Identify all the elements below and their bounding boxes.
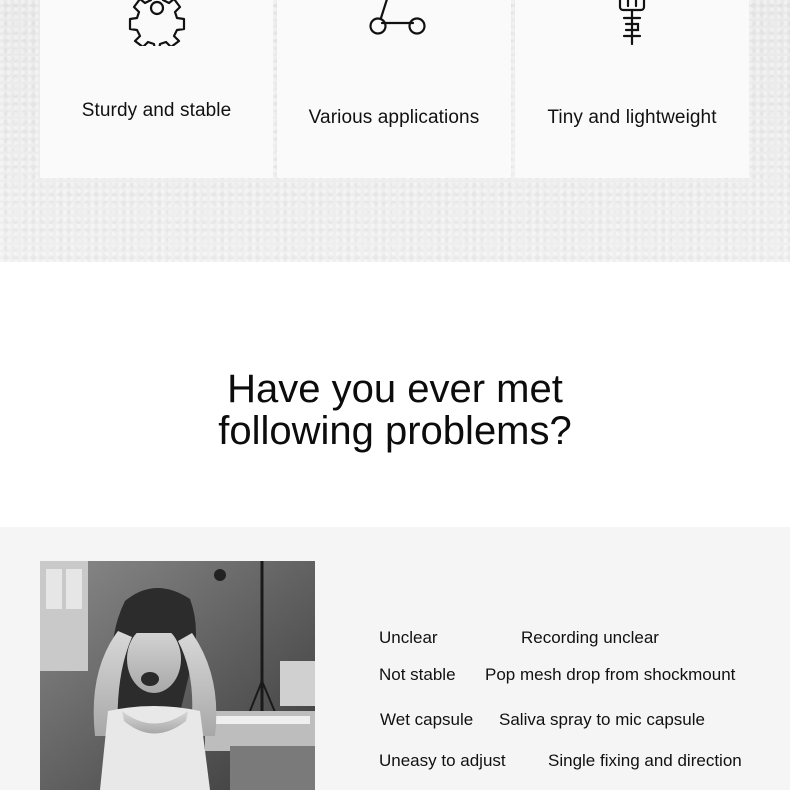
feature-label: Various applications [308, 107, 480, 128]
heading-line-1: Have you ever met [227, 367, 563, 411]
frustrated-woman-photo [40, 561, 315, 790]
problem-name: Wet capsule [380, 710, 474, 729]
heading-section [0, 262, 790, 527]
problem-name: Unclear [379, 628, 438, 647]
section-heading [0, 368, 790, 452]
problem-name: Not stable [379, 665, 456, 684]
feature-card-lightweight [515, 0, 749, 178]
problem-description: Pop mesh drop from shockmount [485, 665, 736, 684]
feature-label: Tiny and lightweight [547, 107, 717, 128]
problem-description: Saliva spray to mic capsule [499, 710, 705, 729]
gear-icon [121, 0, 193, 51]
feature-card-sturdy [40, 0, 273, 178]
heading-line-2: following problems? [218, 409, 572, 453]
feature-card-applications [277, 0, 511, 178]
problem-description: Single fixing and direction [548, 751, 742, 770]
problem-name: Uneasy to adjust [379, 751, 506, 770]
problem-description: Recording unclear [521, 628, 659, 647]
scooter-icon [358, 0, 430, 45]
problems-section [0, 527, 790, 790]
feature-band [0, 0, 790, 262]
mount-clamp-icon [596, 0, 668, 51]
feature-label: Sturdy and stable [81, 100, 232, 121]
